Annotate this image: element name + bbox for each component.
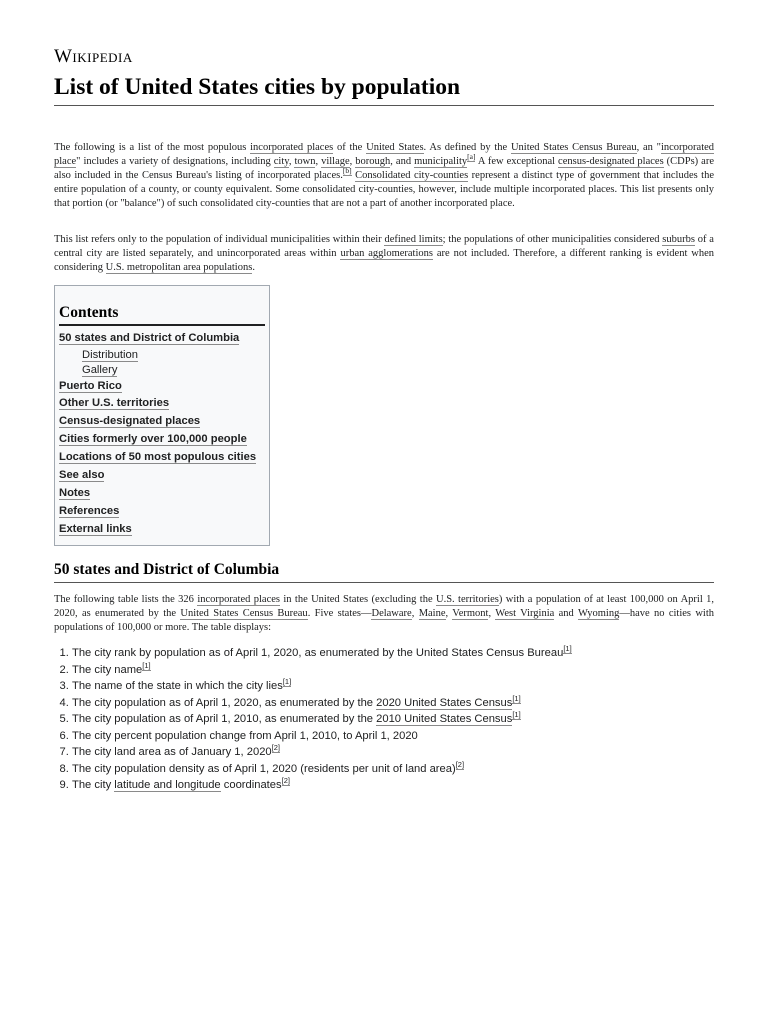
- list-item: [72, 728, 712, 745]
- toc-item-label[interactable]: See also: [59, 469, 105, 482]
- reference-link[interactable]: [1]: [142, 660, 151, 670]
- list-item: [72, 645, 712, 662]
- text: . Five states—: [307, 607, 372, 619]
- text: coordinates: [220, 779, 282, 791]
- list-item: [72, 744, 712, 761]
- text: The city land area as of January 1, 2020: [72, 746, 272, 758]
- toc-item-label[interactable]: Gallery: [82, 363, 118, 376]
- toc-item-other-territories[interactable]: [59, 395, 265, 413]
- list-item: [72, 711, 712, 728]
- text: of the: [333, 142, 367, 153]
- text: The following is a list of the most populous: [54, 142, 251, 153]
- text: ,: [488, 607, 496, 619]
- link-2010-census[interactable]: 2010 United States Census: [376, 713, 513, 725]
- reference-link[interactable]: [1]: [282, 677, 292, 687]
- text: , an ": [636, 142, 661, 153]
- link-borough[interactable]: borough: [355, 155, 391, 167]
- toc-item-label[interactable]: External links: [59, 522, 132, 535]
- toc-item-label[interactable]: 50 states and District of Columbia: [59, 332, 240, 344]
- text: ,: [411, 607, 419, 619]
- text: in the United States (excluding the: [279, 594, 436, 605]
- toc-item-notes[interactable]: [59, 485, 265, 503]
- toc-item-external-links[interactable]: [59, 521, 265, 539]
- section-heading: 50 states and District of Columbia: [54, 561, 714, 583]
- text: represent a distinct type of government that includes the entire population of a county, or county equivalent. Some consolidated city-counties, however, include multiple incorporated places. This list presents only that portion (or "balance") of such consolidated city-counties that are not a part of another incorporated place.: [54, 169, 714, 209]
- text: .: [252, 261, 255, 273]
- link-incorporated-places[interactable]: incorporated places: [197, 594, 280, 605]
- toc-item-cities-formerly[interactable]: [59, 431, 265, 449]
- text: The city: [72, 779, 115, 791]
- text: The name of the state in which the city lies: [72, 680, 283, 692]
- toc-item-50-states[interactable]: [59, 330, 265, 348]
- page-title: List of United States cities by population: [54, 74, 714, 106]
- text: The city name: [72, 663, 143, 676]
- link-metropolitan-area-populations[interactable]: U.S. metropolitan area populations: [105, 261, 253, 273]
- link-consolidated-city-counties[interactable]: Consolidated city-counties: [355, 169, 469, 181]
- link-vermont[interactable]: Vermont: [452, 607, 489, 619]
- footnote-b[interactable]: [b]: [342, 166, 352, 176]
- toc-item-label[interactable]: References: [59, 504, 120, 517]
- text: . As defined by the: [423, 142, 511, 153]
- text: of a central city are listed separately, and unincorporated areas within: [54, 234, 714, 259]
- wikipedia-logo[interactable]: Wikipedia: [54, 46, 133, 67]
- text: The city population as of April 1, 2010, as enumerated by the: [72, 713, 377, 725]
- text: The city population as of April 1, 2020, as enumerated by the: [72, 696, 377, 709]
- toc-item-label[interactable]: Cities formerly over 100,000 people: [59, 433, 247, 446]
- columns-list: [72, 645, 712, 794]
- toc-list: [59, 330, 265, 539]
- text: (CDPs) are also included in the Census Bureau's listing of incorporated places.: [54, 155, 714, 181]
- link-incorporated-places[interactable]: incorporated places: [250, 142, 334, 153]
- link-municipality[interactable]: municipality: [414, 155, 468, 167]
- list-item: [72, 662, 712, 679]
- text: A few exceptional: [475, 155, 559, 167]
- text: —have no cities with populations of 100,000 or more. The table displays:: [54, 607, 715, 633]
- link-city[interactable]: city: [273, 155, 289, 167]
- text: The following table lists the 326: [54, 594, 198, 605]
- footnote-a[interactable]: [a]: [467, 152, 476, 162]
- toc-item-gallery[interactable]: [59, 363, 265, 378]
- intro-paragraph-2: [54, 233, 714, 275]
- text: ,: [288, 155, 295, 167]
- toc-item-locations[interactable]: [59, 449, 265, 467]
- reference-link[interactable]: [1]: [512, 693, 521, 703]
- link-census-designated-places[interactable]: census-designated places: [558, 155, 664, 167]
- toc-item-see-also[interactable]: [59, 467, 265, 485]
- text: " includes a variety of designations, including: [76, 155, 274, 167]
- reference-link[interactable]: [2]: [281, 776, 290, 786]
- text: , and: [390, 155, 415, 167]
- link-maine[interactable]: Maine: [418, 607, 446, 619]
- link-urban-agglomerations[interactable]: urban agglomerations: [340, 247, 433, 259]
- reference-link[interactable]: [2]: [455, 759, 465, 769]
- list-item: [72, 695, 712, 712]
- reference-link[interactable]: [1]: [563, 644, 572, 654]
- toc-item-label[interactable]: Notes: [59, 486, 91, 499]
- link-census-bureau[interactable]: United States Census Bureau: [510, 142, 637, 153]
- text: The city percent population change from April 1, 2010, to April 1, 2020: [72, 729, 418, 742]
- link-defined-limits[interactable]: defined limits: [384, 234, 443, 245]
- toc-item-label[interactable]: Census-designated places: [59, 415, 201, 428]
- text: and: [554, 607, 578, 619]
- toc-item-references[interactable]: [59, 503, 265, 521]
- text: The city population density as of April 1, 2020 (residents per unit of land area): [72, 762, 456, 775]
- link-us-territories[interactable]: U.S. territories: [436, 594, 499, 605]
- toc-title: Contents: [59, 304, 265, 326]
- table-of-contents: [54, 285, 270, 546]
- link-incorporated-place[interactable]: incorporated place: [54, 142, 715, 167]
- link-delaware[interactable]: Delaware: [371, 607, 412, 619]
- reference-link[interactable]: [1]: [512, 710, 521, 720]
- text: ) with a population of at least 100,000 on April 1, 2020, as enumerated by the: [54, 594, 715, 619]
- section-paragraph: [54, 593, 714, 635]
- list-item: [72, 777, 712, 794]
- link-wyoming[interactable]: Wyoming: [577, 607, 620, 619]
- toc-item-census-designated-places[interactable]: [59, 413, 265, 431]
- link-latitude-longitude[interactable]: latitude and longitude: [114, 779, 221, 791]
- text: ,: [445, 607, 453, 619]
- toc-item-puerto-rico[interactable]: [59, 378, 265, 396]
- reference-link[interactable]: [2]: [271, 743, 280, 753]
- list-item: [72, 678, 712, 695]
- text: ,: [315, 155, 322, 167]
- toc-item-label[interactable]: Puerto Rico: [59, 379, 122, 392]
- link-2020-census[interactable]: 2020 United States Census: [376, 696, 513, 709]
- text: This list refers only to the population of individual municipalities within their: [54, 234, 385, 245]
- link-village[interactable]: village: [321, 155, 350, 167]
- toc-item-label[interactable]: Distribution: [82, 348, 138, 361]
- toc-item-label[interactable]: Locations of 50 most populous cities: [59, 451, 257, 464]
- text: ,: [349, 155, 356, 167]
- intro-paragraph-1: [54, 141, 714, 211]
- link-suburbs[interactable]: suburbs: [662, 234, 695, 245]
- list-item: [72, 761, 712, 778]
- toc-item-distribution[interactable]: [59, 348, 265, 363]
- link-united-states[interactable]: United States: [366, 142, 424, 153]
- link-town[interactable]: town: [294, 155, 316, 167]
- link-west-virginia[interactable]: West Virginia: [495, 607, 555, 619]
- text: The city rank by population as of April 1, 2020, as enumerated by the United States Census Bureau: [72, 647, 564, 659]
- link-census-bureau[interactable]: United States Census Bureau: [180, 607, 308, 619]
- text: ; the populations of other municipalities considered: [442, 234, 663, 245]
- toc-item-label[interactable]: Other U.S. territories: [59, 397, 170, 410]
- text: are not included. Therefore, a different ranking is evident when considering: [54, 247, 714, 273]
